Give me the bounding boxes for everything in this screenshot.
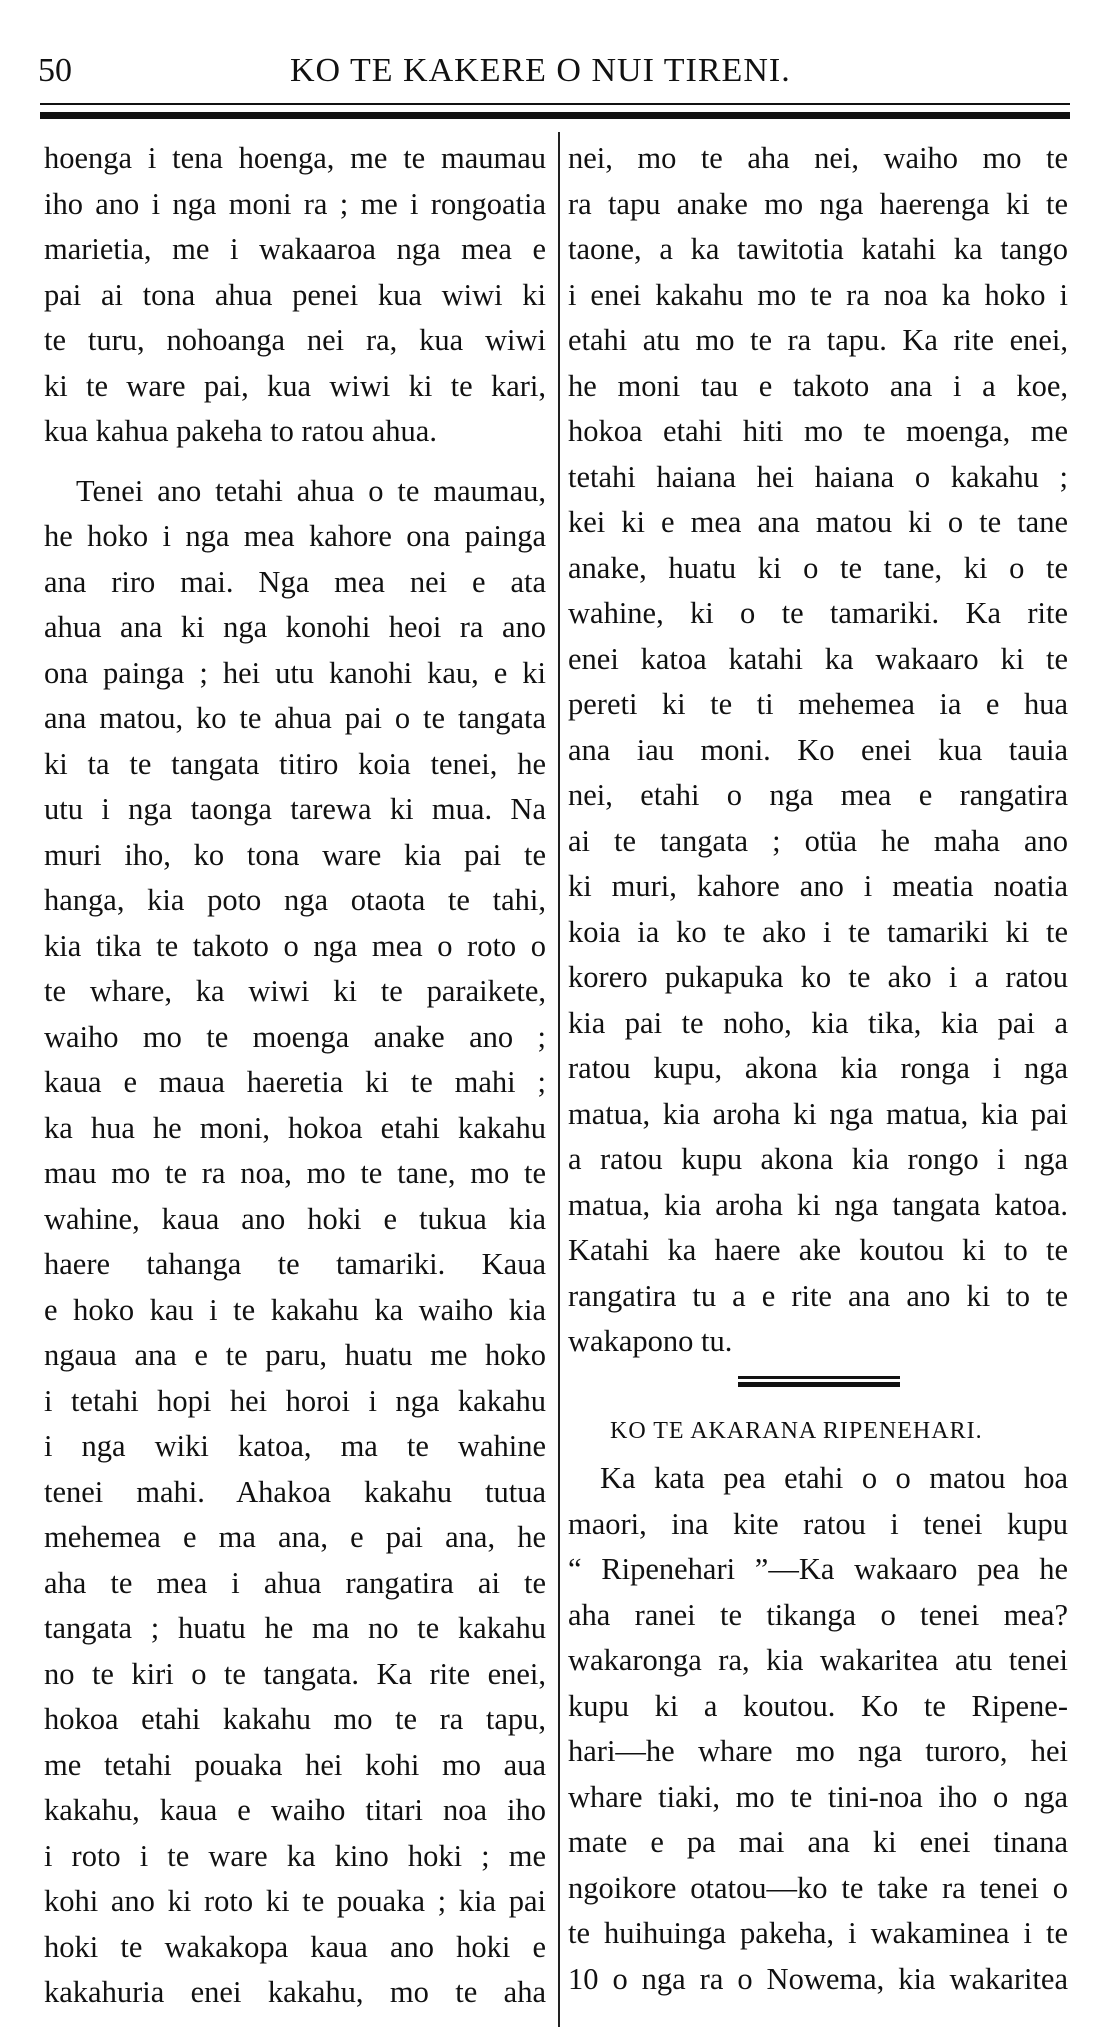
text-line: Ka kata pea etahi o o matou hoa: [600, 1461, 1068, 1495]
text-line: wakaronga ra, kia wakaritea atu tenei: [568, 1643, 1068, 1677]
left-column: [44, 136, 546, 2016]
text-line: whare tiaki, mo te tini-noa iho o nga: [568, 1779, 1068, 1814]
right-paragraph-1: [568, 136, 1068, 1365]
text-line: Tenei ano tetahi ahua o te maumau,: [76, 473, 546, 508]
text-line: haere tahanga te tamariki. Kaua: [44, 1247, 546, 1281]
text-line: hokoa etahi hiti mo te moenga, me: [568, 414, 1068, 448]
header-rule-thick: [40, 112, 1070, 119]
page-number: 50: [38, 52, 72, 89]
text-line: hanga, kia poto nga otaota te tahi,: [44, 883, 546, 917]
text-line: ratou kupu, akona kia ronga i nga: [568, 1051, 1068, 1085]
text-line: enei katoa katahi ka wakaaro ki te: [568, 641, 1068, 676]
text-line: ngoikore otatou—ko te take ra tenei o: [568, 1870, 1068, 1905]
text-line: te turu, nohoanga nei ra, kua wiwi: [44, 323, 546, 357]
left-paragraph-2: [44, 469, 546, 2016]
text-line: aha ranei te tikanga o tenei mea?: [568, 1597, 1068, 1632]
text-line: he moni tau e takoto ana i a koe,: [568, 368, 1068, 403]
text-line: aha te mea i ahua rangatira ai te: [44, 1565, 546, 1600]
text-line: hoenga i tena hoenga, me te maumau: [44, 141, 546, 175]
text-line: maori, ina kite ratou i tenei kupu: [568, 1506, 1068, 1541]
text-line: ra tapu anake mo nga haerenga ki te: [568, 186, 1068, 221]
text-line: i enei kakahu mo te ra noa ka hoko i: [568, 277, 1068, 312]
text-line: matua, kia aroha ki nga matua, kia pai: [568, 1096, 1068, 1131]
text-line: kohi ano ki roto ki te pouaka ; kia pai: [44, 1884, 546, 1918]
text-line: marietia, me i wakaaroa nga mea e: [44, 232, 546, 266]
right-column: [568, 136, 1068, 1365]
section-divider: [738, 1376, 900, 1387]
text-line: hokoa etahi kakahu mo te ra tapu,: [44, 1702, 546, 1736]
text-line: ka hua he moni, hokoa etahi kakahu: [44, 1110, 546, 1145]
text-line: wakapono tu.: [568, 1324, 733, 1358]
left-paragraph-1: [44, 136, 546, 455]
text-line: etahi atu mo te ra tapu. Ka rite enei,: [568, 323, 1068, 357]
text-line: taone, a ka tawitotia katahi ka tango: [568, 232, 1068, 266]
text-line: i roto i te ware ka kino hoki ; me: [44, 1838, 546, 1873]
text-line: muri iho, ko tona ware kia pai te: [44, 837, 546, 872]
column-separator: [558, 132, 560, 2027]
text-line: kia pai te noho, kia tika, kia pai a: [568, 1005, 1068, 1040]
text-line: kua kahua pakeha to ratou ahua.: [44, 414, 437, 448]
text-line: waiho mo te moenga anake ano ;: [44, 1019, 546, 1054]
text-line: kia tika te takoto o nga mea o roto o: [44, 928, 546, 963]
text-line: pai ai tona ahua penei kua wiwi ki: [44, 277, 546, 312]
text-line: mate e pa mai ana ki enei tinana: [568, 1825, 1068, 1859]
text-line: tetahi haiana hei haiana o kakahu ;: [568, 459, 1068, 494]
text-line: ki ta te tangata titiro koia tenei, he: [44, 746, 546, 781]
running-title: KO TE KAKERE O NUI TIRENI.: [290, 52, 791, 89]
text-line: “ Ripenehari ”—Ka wakaaro pea he: [568, 1552, 1068, 1586]
text-line: wahine, ki o te tamariki. Ka rite: [568, 596, 1068, 630]
text-line: a ratou kupu akona kia rongo i nga: [568, 1142, 1068, 1176]
text-line: kaua e maua haeretia ki te mahi ;: [44, 1065, 546, 1099]
text-line: 10 o nga ra o Nowema, kia wakaritea: [568, 1961, 1068, 1996]
text-line: tenei mahi. Ahakoa kakahu tutua: [44, 1474, 546, 1509]
header-rule-thin: [40, 103, 1070, 105]
text-line: wahine, kaua ano hoki e tukua kia: [44, 1201, 546, 1236]
text-line: ahua ana ki nga konohi heoi ra ano: [44, 610, 546, 644]
text-line: korero pukapuka ko te ako i a ratou: [568, 960, 1068, 994]
text-line: ki te ware pai, kua wiwi ki te kari,: [44, 368, 546, 403]
text-line: hoki te wakakopa kaua ano hoki e: [44, 1929, 546, 1964]
text-line: nei, etahi o nga mea e rangatira: [568, 778, 1068, 812]
text-line: matua, kia aroha ki nga tangata katoa.: [568, 1187, 1068, 1222]
text-line: kupu ki a koutou. Ko te Ripene-: [568, 1688, 1068, 1723]
text-line: Katahi ka haere ake koutou ki to te: [568, 1233, 1068, 1267]
text-line: ana riro mai. Nga mea nei e ata: [44, 564, 546, 599]
text-line: no te kiri o te tangata. Ka rite enei,: [44, 1656, 546, 1691]
right-column-section: [568, 1456, 1068, 2002]
text-line: i nga wiki katoa, ma te wahine: [44, 1429, 546, 1463]
text-line: te whare, ka wiwi ki te paraikete,: [44, 974, 546, 1008]
text-line: ngaua ana e te paru, huatu me hoko: [44, 1338, 546, 1372]
text-line: pereti ki te ti mehemea ia e hua: [568, 687, 1068, 721]
text-line: ki muri, kahore ano i meatia noatia: [568, 869, 1068, 903]
text-line: tangata ; huatu he ma no te kakahu: [44, 1611, 546, 1645]
text-line: utu i nga taonga tarewa ki mua. Na: [44, 792, 546, 826]
section-title: KO TE AKARANA RIPENEHARI.: [610, 1418, 983, 1444]
text-line: kei ki e mea ana matou ki o te tane: [568, 505, 1068, 539]
text-line: kakahu, kaua e waiho titari noa iho: [44, 1793, 546, 1827]
text-line: rangatira tu a e rite ana ano ki to te: [568, 1278, 1068, 1313]
text-line: ana matou, ko te ahua pai o te tangata: [44, 701, 546, 735]
text-line: i tetahi hopi hei horoi i nga kakahu: [44, 1383, 546, 1418]
text-line: mehemea e ma ana, e pai ana, he: [44, 1520, 546, 1554]
text-line: te huihuinga pakeha, i wakaminea i te: [568, 1916, 1068, 1950]
text-line: nei, mo te aha nei, waiho mo te: [568, 141, 1068, 175]
text-line: hari—he whare mo nga turoro, hei: [568, 1734, 1068, 1768]
text-line: e hoko kau i te kakahu ka waiho kia: [44, 1292, 546, 1327]
text-line: kakahuria enei kakahu, mo te aha: [44, 1975, 546, 2009]
text-line: iho ano i nga moni ra ; me i rongoatia: [44, 186, 546, 221]
text-line: ana iau moni. Ko enei kua tauia: [568, 732, 1068, 767]
text-line: koia ia ko te ako i te tamariki ki te: [568, 914, 1068, 949]
text-line: ona painga ; hei utu kanohi kau, e ki: [44, 655, 546, 690]
text-line: anake, huatu ki o te tane, ki o te: [568, 550, 1068, 585]
right-paragraph-2: [568, 1456, 1068, 2002]
text-line: he hoko i nga mea kahore ona painga: [44, 519, 546, 553]
text-line: ai te tangata ; otüa he maha ano: [568, 823, 1068, 858]
text-line: mau mo te ra noa, mo te tane, mo te: [44, 1156, 546, 1190]
text-line: me tetahi pouaka hei kohi mo aua: [44, 1747, 546, 1782]
